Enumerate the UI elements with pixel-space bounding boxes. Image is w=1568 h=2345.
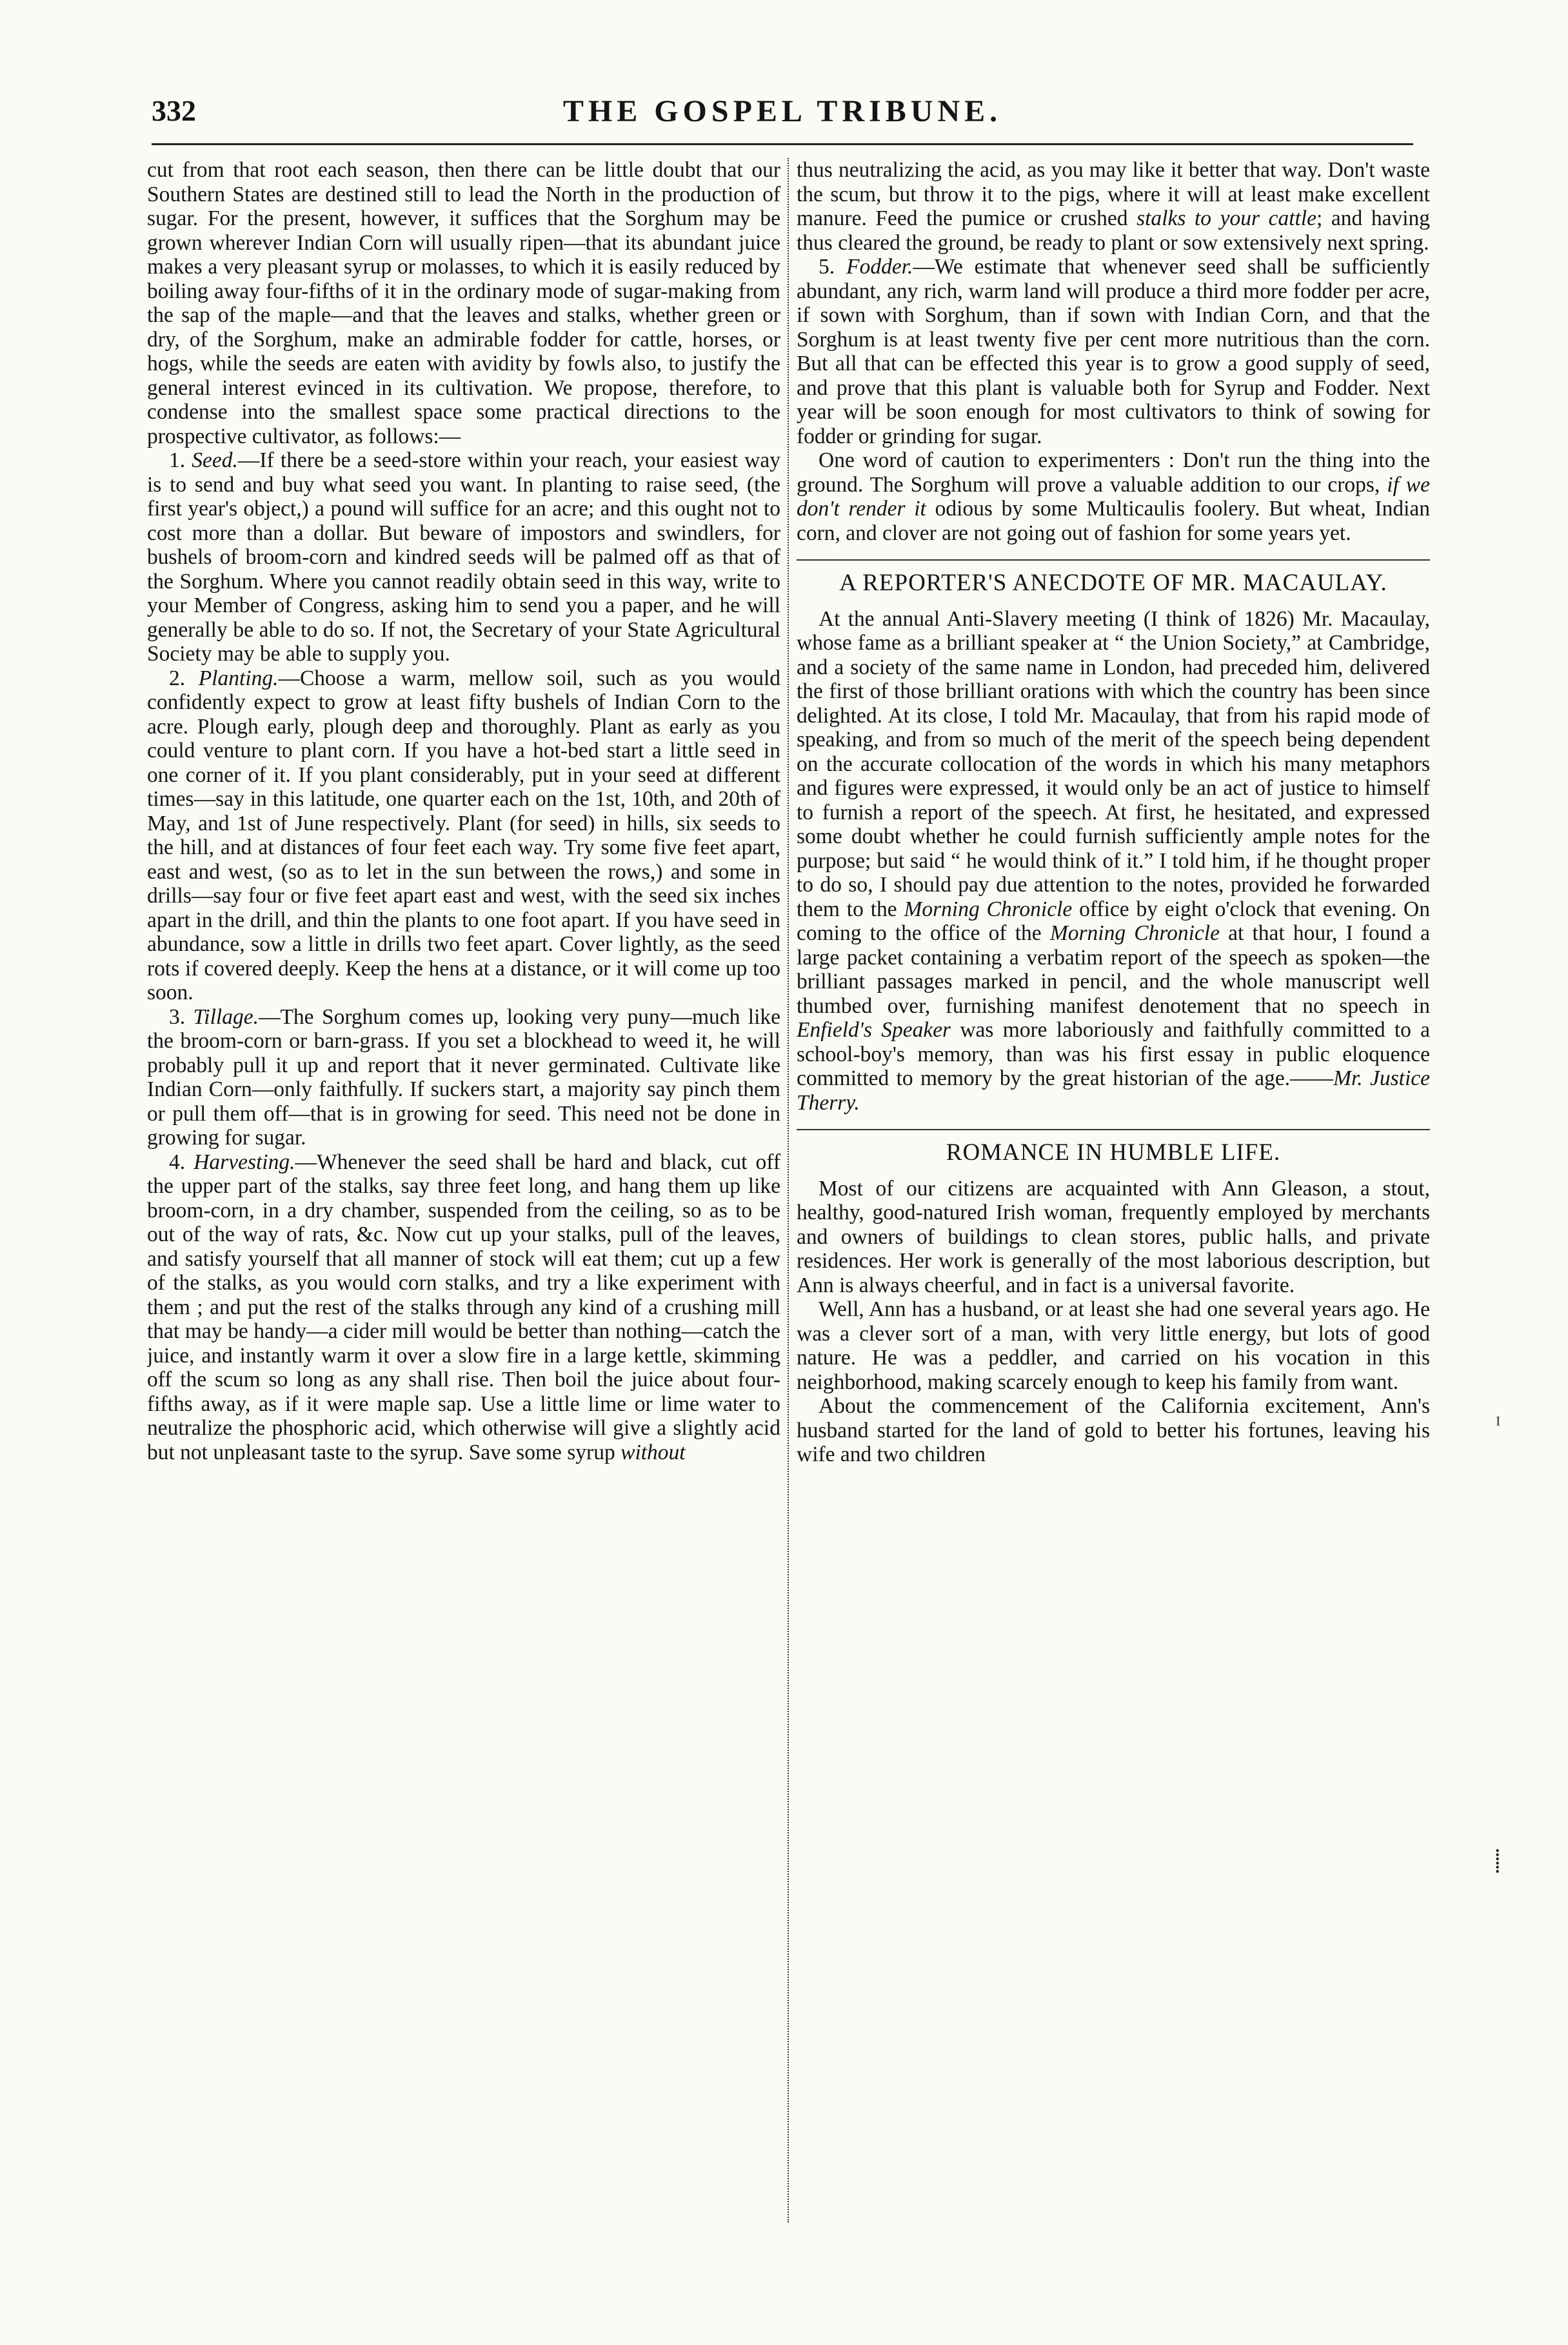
sorghum-intro-paragraph: cut from that root each season, then there can be little doubt that our Southern States are destined still to lead the North in the production of sugar. For the present, however, it suffices that the Sorghum may be grown wherever Indian Corn will usually ripen—that its abundant juice makes a very pleasant syrup or molasses, to which it is easily reduced by boiling away four-fifths of it in the ordinary mode of sugar-making from the sap of the maple—and that the leaves and stalks, whether green or dry, of the Sorghum, make an admirable fodder for cattle, horses, or hogs, while the seeds are eaten with avidity by fowls also, to justify the general interest evinced in its cultivation. We propose, therefore, to condense into the smallest space some practical directions to the prospective cultivator, as follows:—: [147, 158, 780, 448]
macaulay-article-attribution: Mr. Justice Therry.: [797, 1066, 1430, 1115]
publication-title: THE GOSPEL TRIBUNE.: [562, 94, 1002, 128]
fodder-label: Fodder.: [846, 255, 913, 279]
margin-mark: ⸽: [1494, 1850, 1500, 1873]
caution-paragraph: One word of caution to experimenters : Don't run the thing into the ground. The Sorghum will prove a valuable addition to our crops, if we don't render it odious by some Multicaulis foolery. But wheat, Indian corn, and clover are not going out of fashion for some years yet.: [797, 448, 1430, 545]
right-column: [797, 158, 1430, 2232]
seed-label: Seed.: [192, 448, 238, 472]
fodder-section: 5. Fodder.—We estimate that whenever seed shall be sufficiently abundant, any rich, warm land will produce a third more fodder per acre, if sown with Sorghum, than if sown with Indian Corn, and that the Sorghum is at least twenty five per cent more nutritious than the corn. But all that can be effected this year is to grow a good supply of seed, and prove that this plant is valuable both for Syrup and Fodder. Next year will be soon enough for most cultivators to think of sowing for fodder or grinding for sugar.: [797, 255, 1430, 448]
harvesting-continuation: thus neutralizing the acid, as you may like it better that way. Don't waste the scum, but throw it to the pigs, where it will at least make excellent manure. Feed the pumice or crushed stalks to your cattle; and having thus cleared the ground, be ready to plant or sow extensively next spring.: [797, 158, 1430, 255]
seed-section: 1. Seed.—If there be a seed-store within your reach, your easiest way is to send and buy what seed you want. In planting to raise seed, (the first year's object,) a pound will suffice for an acre; and this ought not to cost more than a dollar. But beware of impostors and swindlers, for bushels of broom-corn and kindred seeds will be palmed off as that of the Sorghum. Where you cannot readily obtain seed in this way, write to your Member of Congress, asking him to send you a paper, and he will generally be able to do so. If not, the Secretary of your State Agricultural Society may be able to supply you.: [147, 448, 780, 666]
romance-article-paragraph: Well, Ann has a husband, or at least she had one several years ago. He was a clever sort of a man, with very little energy, but lots of good nature. He was a peddler, and carried on his vocation in this neighborhood, making scarcely enough to keep his family from want.: [797, 1297, 1430, 1394]
romance-article-paragraph: About the commencement of the California excitement, Ann's husband started for the land of gold to better his fortunes, leaving his wife and two children: [797, 1394, 1430, 1466]
harvesting-label: Harvesting.: [194, 1150, 295, 1174]
page-header: [152, 94, 1413, 132]
planting-section: 2. Planting.—Choose a warm, mellow soil, such as you would confidently expect to grow at least fifty bushels of Indian Corn to the acre. Plough early, plough deep and thoroughly. Plant as early as you could venture to plant corn. If you have a hot-bed start a little seed in one corner of it. If you plant considerably, put in your seed at different times—say in this latitude, one quarter each on the 1st, 10th, and 20th of May, and 1st of June respectively. Plant (for seed) in hills, six seeds to the hill, and at distances of four feet each way. Try some five feet apart, east and west, (so as to let in the sun between the rows,) and some in drills—say four or five feet apart east and west, with the seed six inches apart in the drill, and thin the plants to one foot apart. If you have seed in abundance, sow a little in drills two feet apart. Cover lightly, as the seed rots if covered deeply. Keep the hens at a distance, or it will come up too soon.: [147, 666, 780, 1004]
macaulay-article-heading: A REPORTER'S ANECDOTE OF MR. MACAULAY.: [839, 570, 1387, 596]
margin-mark: ᴵ: [1496, 1413, 1500, 1437]
column-divider: [788, 158, 789, 2222]
article-separator: [797, 559, 1430, 561]
article-separator: [797, 1129, 1430, 1130]
left-column: [147, 158, 780, 2232]
tillage-label: Tillage.: [193, 1004, 259, 1029]
header-rule: [152, 143, 1413, 145]
tillage-section: 3. Tillage.—The Sorghum comes up, looking very puny—much like the broom-corn or barn-grass. If you set a blockhead to weed it, he will probably pull it up and report that it never germinated. Cultivate like Indian Corn—only faithfully. If suckers start, a majority say pinch them or pull them off—that is in growing for seed. This need not be done in growing for sugar.: [147, 1004, 780, 1150]
romance-article-paragraph: Most of our citizens are acquainted with Ann Gleason, a stout, healthy, good-natured Irish woman, frequently employed by merchants and owners of buildings to clean stores, public halls, and private residences. Her work is generally of the most laborious description, but Ann is always cheerful, and in fact is a universal favorite.: [797, 1176, 1430, 1297]
romance-article-heading: ROMANCE IN HUMBLE LIFE.: [946, 1139, 1281, 1166]
macaulay-article-body: At the annual Anti-Slavery meeting (I think of 1826) Mr. Macaulay, whose fame as a brilliant speaker at “ the Union Society,” at Cambridge, and a society of the same name in London, had preceded him, delivered the first of those brilliant orations with which the country has been since delighted. At its close, I told Mr. Macaulay, that from his rapid mode of speaking, and from so much of the merit of the speech being dependent on the accurate collocation of the words in which his many metaphors and figures were expressed, it would only be an act of justice to himself to furnish a report of the speech. At first, he hesitated, and expressed some doubt whether he could furnish sufficiently ample notes for the purpose; but said “ he would think of it.” I told him, if he thought proper to do so, I should pay due attention to the notes, provided he forwarded them to the Morning Chronicle office by eight o'clock that evening. On coming to the office of the Morning Chronicle at that hour, I found a large packet containing a verbatim report of the speech as spoken—the brilliant passages marked in pencil, and the whole manuscript well thumbed over, furnishing manifest denotement that no speech in Enfield's Speaker was more laboriously and faithfully committed to a school-boy's memory, than was his first essay in public eloquence committed to memory by the great historian of the age.——Mr. Justice Therry.: [797, 606, 1430, 1115]
planting-label: Planting.: [198, 666, 279, 690]
page-number: 332: [152, 94, 196, 127]
harvesting-section: 4. Harvesting.—Whenever the seed shall be hard and black, cut off the upper part of the stalks, say three feet long, and hang them up like broom-corn, in a dry chamber, suspended from the ceiling, so as to be out of the way of rats, &c. Now cut up your stalks, pull of the leaves, and satisfy yourself that all manner of stock will eat them; cut up a few of the stalks, as you would corn stalks, and try a like experiment with them ; and put the rest of the stalks through any kind of a crushing mill that may be handy—a cider mill would be better than nothing—catch the juice, and instantly warm it over a slow fire in a large kettle, skimming off the scum so long as any shall rise. Then boil the juice about four-fifths away, as if it were maple sap. Use a little lime or lime water to neutralize the phosphoric acid, which otherwise will give a slightly acid but not unpleasant taste to the syrup. Save some syrup without: [147, 1150, 780, 1464]
